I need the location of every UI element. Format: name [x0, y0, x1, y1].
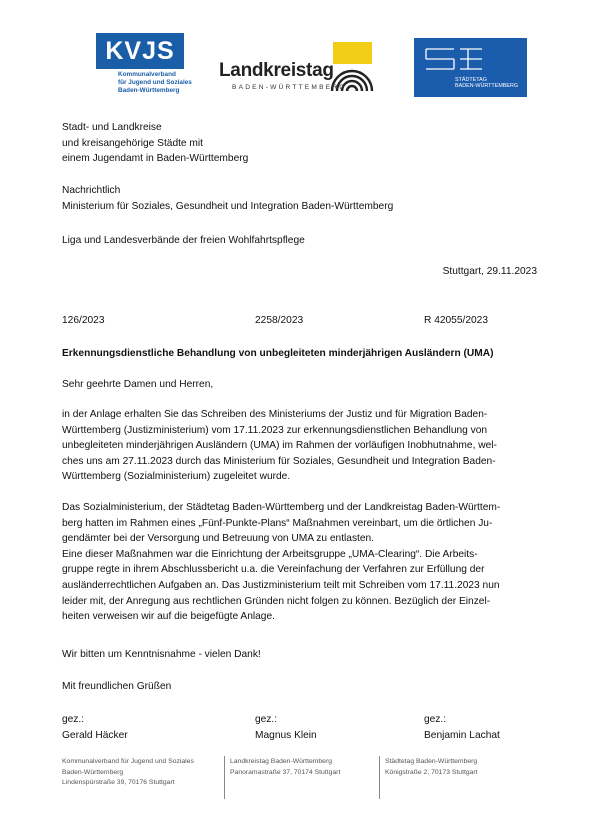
landkreistag-name: Landkreistag [219, 60, 334, 81]
paragraph-line: berg hatten im Rahmen eines „Fünf-Punkte-Plans“ Maßnahmen vereinbart, um die örtlichen Ju- [62, 517, 493, 529]
reference-kvjs: 126/2023 [62, 315, 105, 326]
place-date: Stuttgart, 29.11.2023 [442, 266, 537, 277]
paragraph-line: ches uns am 27.11.2023 durch das Ministerium für Soziales, Gesundheit und Integration Baden- [62, 455, 496, 467]
footer-staedtetag [385, 757, 478, 778]
kvjs-logo-text [118, 71, 192, 95]
footer-line: Landkreistag Baden-Württemberg [230, 758, 333, 765]
staedtetag-line-1: STÄDTETAG [455, 77, 487, 83]
recipient-line: einem Jugendamt in Baden-Württemberg [62, 153, 249, 165]
liga-line: Liga und Landesverbände der freien Wohlfahrtspflege [62, 235, 305, 246]
paragraph-line: heiten verweisen wir auf die beigefügte Anlage. [62, 611, 275, 623]
kvjs-logo [96, 33, 184, 69]
signature-name: Benjamin Lachat [424, 729, 500, 741]
signature-prefix: gez.: [255, 714, 278, 725]
footer-divider [379, 756, 380, 799]
signature-prefix: gez.: [424, 714, 447, 725]
signature-1 [62, 712, 128, 743]
signature-prefix: gez.: [62, 714, 85, 725]
subject-line: Erkennungsdienstliche Behandlung von unbegleiteten minderjährigen Ausländern (UMA) [62, 348, 494, 359]
paragraph-line: Württemberg (Justizministerium) vom 17.11.2023 zur erkennungsdienstlichen Behandlung von [62, 424, 488, 436]
paragraph-line: Das Sozialministerium, der Städtetag Baden-Württemberg und der Landkreistag Baden-Württem- [62, 502, 501, 513]
landkreistag-sub: BADEN-WÜRTTEMBERG [232, 84, 347, 91]
reference-landkreistag: 2258/2023 [255, 315, 304, 326]
cc-label: Nachrichtlich [62, 185, 121, 196]
signature-2 [255, 712, 317, 743]
signature-3 [424, 712, 500, 743]
cc-ministry: Ministerium für Soziales, Gesundheit und Integration Baden-Württemberg [62, 200, 394, 212]
footer-divider [224, 756, 225, 799]
footer-line: Kommunalverband für Jugend und Soziales [62, 758, 194, 765]
paragraph-1 [62, 407, 497, 485]
signature-name: Magnus Klein [255, 729, 317, 741]
footer-landkreistag [230, 757, 340, 778]
cc-block [62, 183, 393, 214]
recipient-block [62, 120, 248, 167]
staedtetag-line-2: BADEN-WÜRTTEMBERG [455, 83, 519, 90]
footer-line: Städtetag Baden-Württemberg [385, 758, 478, 765]
kvjs-line-3: Baden-Württemberg [118, 87, 180, 94]
paragraph-line: gruppe regte in ihrem Abschlussbericht u.a. die Vereinfachung der Verfahren zur Erfüllung der [62, 564, 485, 576]
paragraph-2 [62, 500, 500, 625]
footer-line: Baden-Württemberg [62, 768, 124, 776]
paragraph-line: gendämter bei der Versorgung und Betreuung von UMA zu entlasten. [62, 533, 375, 545]
kvjs-logo-mark: KVJS [105, 37, 175, 65]
paragraph-line: unbegleiteten minderjährigen Ausländern (UMA) im Rahmen der vorläufigen Inobhutnahme, wel- [62, 440, 497, 452]
paragraph-line: in der Anlage erhalten Sie das Schreiben des Ministeriums der Justiz und für Migration Baden- [62, 409, 488, 420]
signature-name: Gerald Häcker [62, 729, 128, 741]
recipient-line: und kreisangehörige Städte mit [62, 137, 204, 149]
kvjs-line-2: für Jugend und Soziales [118, 79, 192, 86]
footer-kvjs [62, 757, 194, 789]
kvjs-line-1: Kommunalverband [118, 71, 176, 78]
salutation: Sehr geehrte Damen und Herren, [62, 379, 214, 390]
paragraph-line: Württemberg (Sozialministerium) zugeleitet wurde. [62, 471, 291, 483]
footer-line: Lindenspürstraße 39, 70176 Stuttgart [62, 779, 175, 786]
closing: Mit freundlichen Grüßen [62, 681, 172, 692]
paragraph-line: leider mit, der Anregung aus rechtlichen Gründen nicht folgen zu können. Bezüglich der Einzel- [62, 595, 491, 607]
staedtetag-text [455, 77, 518, 90]
paragraph-3: Wir bitten um Kenntnisnahme - vielen Dank! [62, 649, 261, 660]
footer-line: Königstraße 2, 70173 Stuttgart [385, 768, 478, 776]
paragraph-line: Eine dieser Maßnahmen war die Einrichtung der Arbeitsgruppe „UMA-Clearing“. Die Arbeits- [62, 548, 478, 560]
staedtetag-mark-icon [424, 46, 484, 72]
recipient-line: Stadt- und Landkreise [62, 122, 162, 133]
footer-line: Panoramastraße 37, 70174 Stuttgart [230, 768, 341, 776]
reference-staedtetag: R 42055/2023 [424, 315, 489, 326]
paragraph-line: ausländerrechtlichen Aufgaben an. Das Justizministerium teilt mit Schreiben vom 17.11.2023 nun [62, 579, 500, 591]
